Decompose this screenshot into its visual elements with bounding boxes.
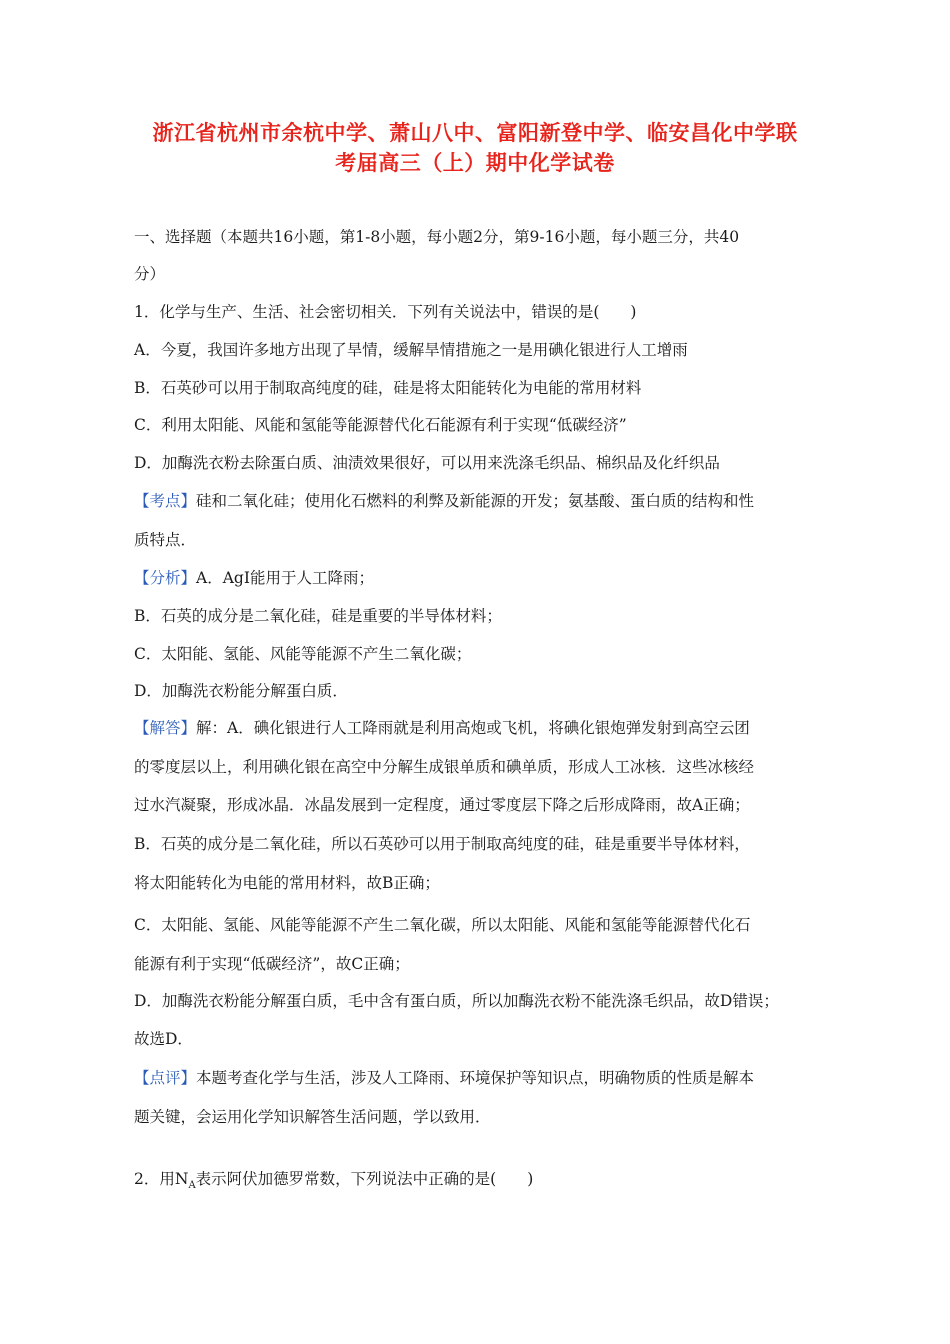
question-1-option-c: C．利用太阳能、风能和氢能等能源替代化石能源有利于实现“低碳经济” bbox=[134, 416, 627, 434]
dianping-line-1 bbox=[134, 1067, 754, 1089]
question-2-suffix: 表示阿伏加德罗常数，下列说法中正确的是( ) bbox=[195, 1170, 534, 1188]
dianping-line-2: 题关键，会运用化学知识解答生活问题，学以致用． bbox=[134, 1108, 491, 1126]
kaodian-line-2: 质特点． bbox=[134, 531, 197, 549]
question-2-prefix: 2．用N bbox=[134, 1170, 189, 1188]
fenxi-tag: 【分析】 bbox=[134, 569, 197, 587]
question-1-stem: 1．化学与生产、生活、社会密切相关．下列有关说法中，错误的是( ) bbox=[134, 303, 637, 321]
jieda-line-2: 的零度层以上，利用碘化银在高空中分解生成银单质和碘单质，形成人工冰核．这些冰核经 bbox=[134, 758, 755, 776]
section-heading: 一、选择题（本题共16小题，第1-8小题，每小题2分，第9-16小题，每小题三分，共40 bbox=[134, 228, 740, 246]
jieda-line-7: 能源有利于实现“低碳经济”，故C正确； bbox=[134, 955, 410, 973]
question-1-option-d: D．加酶洗衣粉去除蛋白质、油渍效果很好，可以用来洗涤毛织品、棉织品及化纤织品 bbox=[134, 454, 720, 472]
jieda-line-8: D．加酶洗衣粉能分解蛋白质，毛中含有蛋白质，所以加酶洗衣粉不能洗涤毛织品，故D错误； bbox=[134, 992, 779, 1010]
jieda-text-1: 解：A．碘化银进行人工降雨就是利用高炮或飞机，将碘化银炮弹发射到高空云团 bbox=[196, 719, 750, 737]
fenxi-text-a: A．AgI能用于人工降雨； bbox=[196, 569, 374, 587]
document-title-line-2: 考届高三（上）期中化学试卷 bbox=[335, 150, 615, 175]
fenxi-line-b: B．石英的成分是二氧化硅，硅是重要的半导体材料； bbox=[134, 607, 502, 625]
question-1-option-a: A．今夏，我国许多地方出现了旱情，缓解旱情措施之一是用碘化银进行人工增雨 bbox=[134, 341, 688, 359]
jieda-line-5: 将太阳能转化为电能的常用材料，故B正确； bbox=[134, 874, 440, 892]
kaodian-text: 硅和二氧化硅；使用化石燃料的利弊及新能源的开发；氨基酸、蛋白质的结构和性 bbox=[196, 492, 755, 510]
question-2-stem bbox=[134, 1168, 533, 1197]
fenxi-line-d: D．加酶洗衣粉能分解蛋白质． bbox=[134, 682, 348, 700]
question-1-option-b: B．石英砂可以用于制取高纯度的硅，硅是将太阳能转化为电能的常用材料 bbox=[134, 379, 642, 397]
fenxi-line-a bbox=[134, 567, 374, 589]
dianping-tag: 【点评】 bbox=[134, 1069, 197, 1087]
jieda-line-9: 故选D． bbox=[134, 1030, 193, 1048]
jieda-line-1 bbox=[134, 717, 750, 739]
jieda-line-4: B．石英的成分是二氧化硅，所以石英砂可以用于制取高纯度的硅，硅是重要半导体材料， bbox=[134, 835, 750, 853]
section-heading-cont: 分） bbox=[134, 265, 166, 283]
jieda-line-3: 过水汽凝聚，形成冰晶．冰晶发展到一定程度，通过零度层下降之后形成降雨，故A正确； bbox=[134, 796, 750, 814]
kaodian-tag: 【考点】 bbox=[134, 492, 197, 510]
fenxi-line-c: C．太阳能、氢能、风能等能源不产生二氧化碳； bbox=[134, 645, 472, 663]
kaodian-line-1 bbox=[134, 490, 754, 512]
jieda-line-6: C．太阳能、氢能、风能等能源不产生二氧化碳，所以太阳能、风能和氢能等能源替代化石 bbox=[134, 916, 751, 934]
question-2-subscript: A bbox=[188, 1180, 196, 1192]
dianping-text: 本题考查化学与生活，涉及人工降雨、环境保护等知识点，明确物质的性质是解本 bbox=[196, 1069, 755, 1087]
jieda-tag: 【解答】 bbox=[134, 719, 197, 737]
document-title-line-1: 浙江省杭州市余杭中学、萧山八中、富阳新登中学、临安昌化中学联 bbox=[152, 120, 798, 145]
